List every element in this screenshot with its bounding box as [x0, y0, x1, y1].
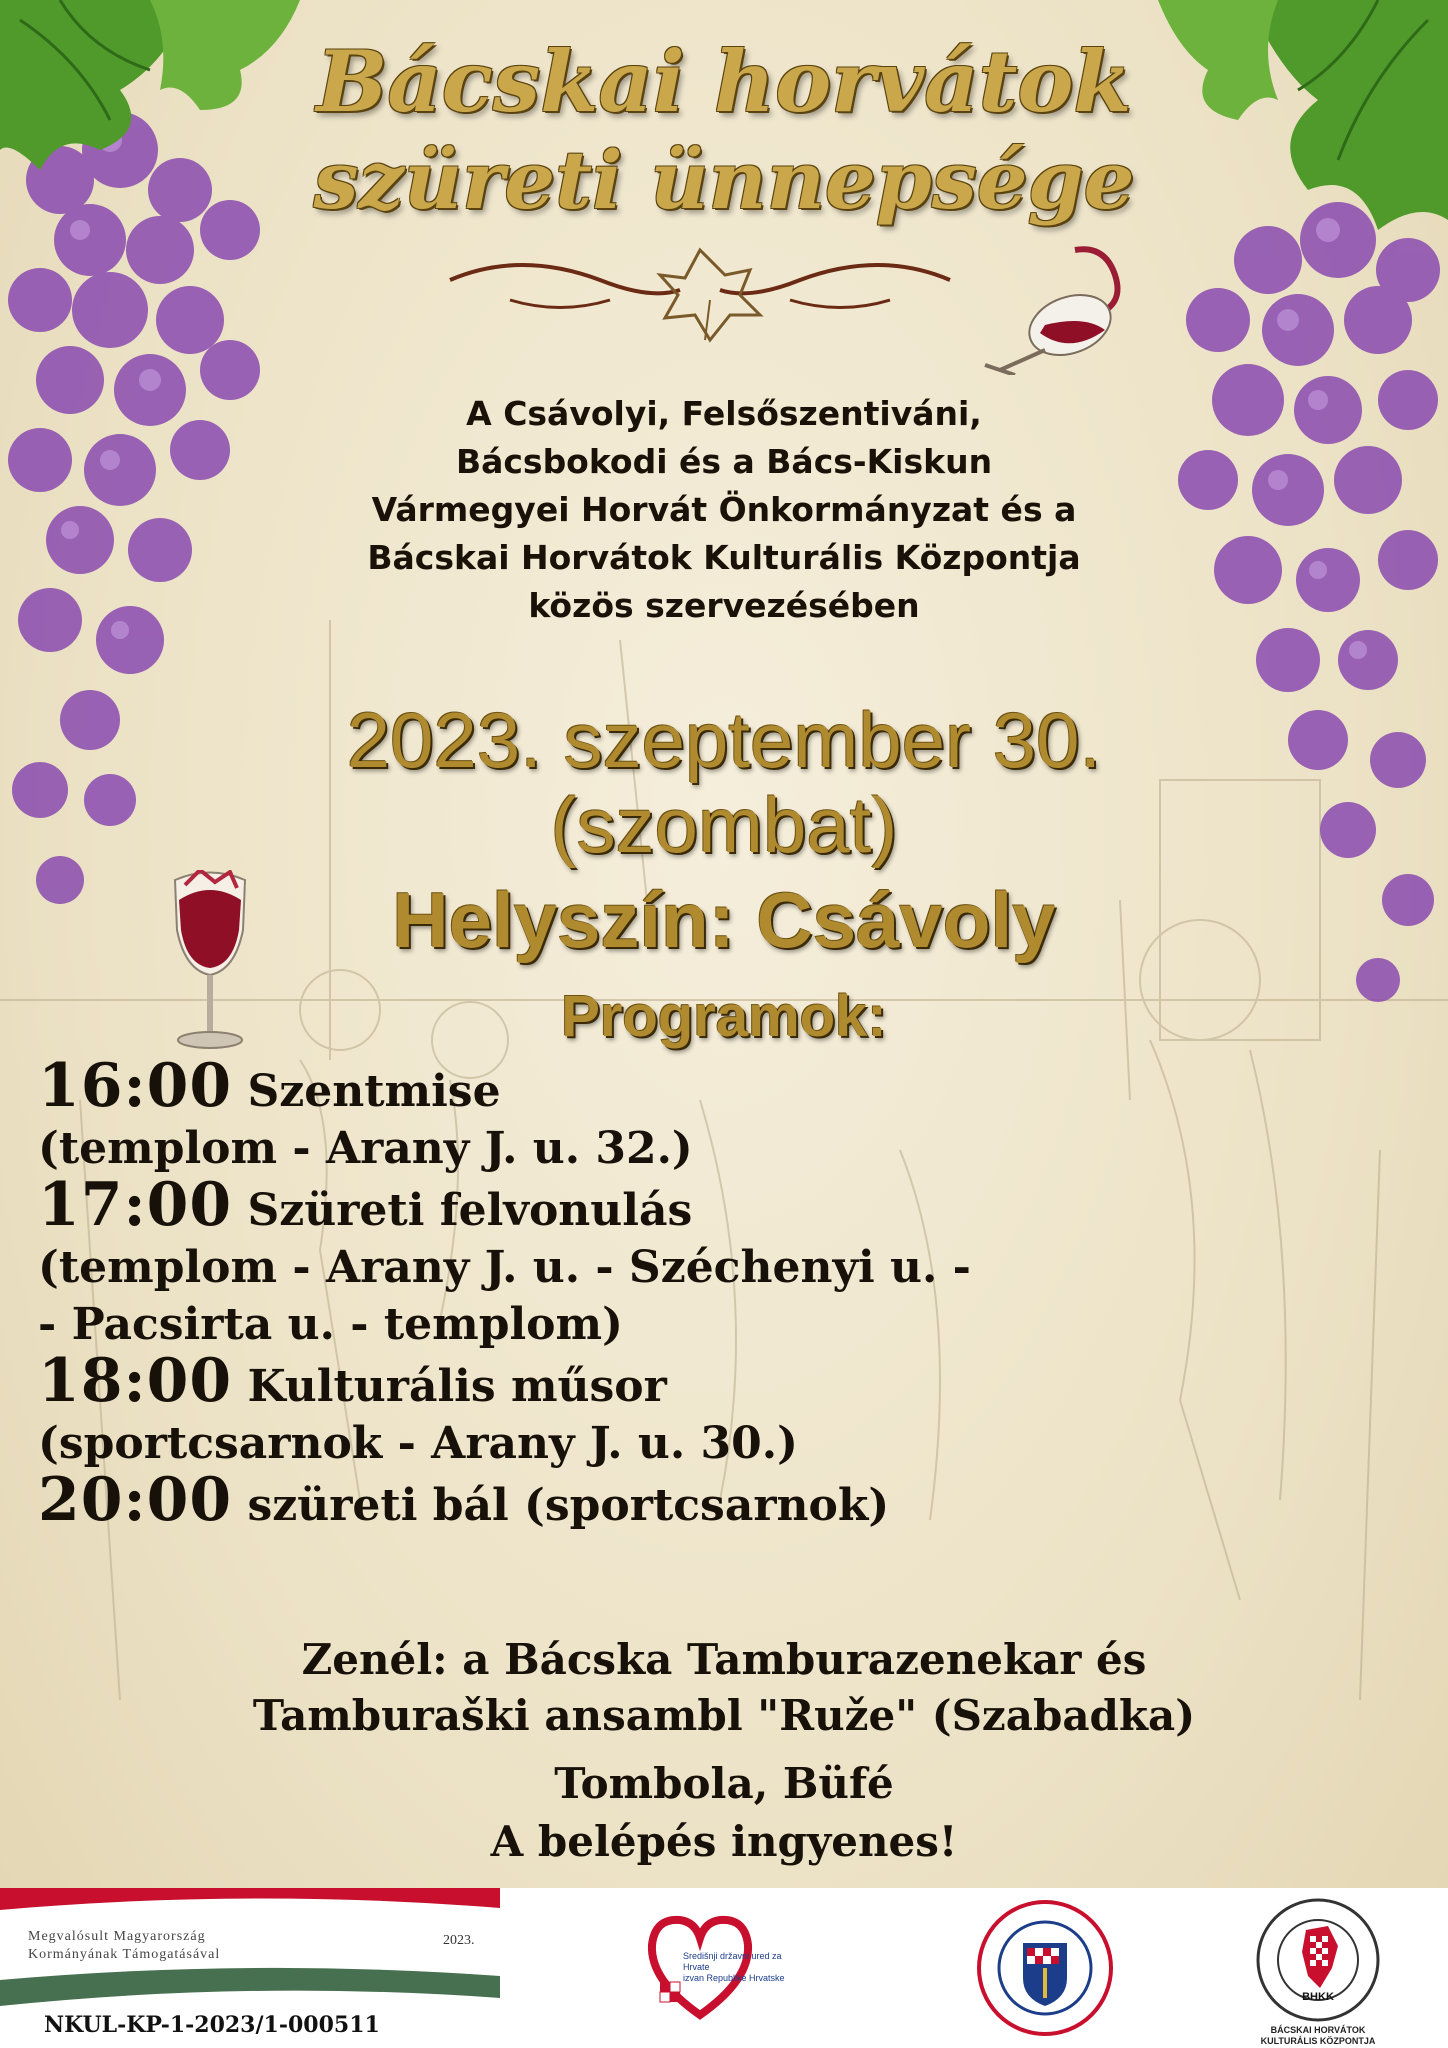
schedule-row — [38, 1465, 1338, 1535]
gov-line-1: Megvalósult Magyarország — [28, 1929, 206, 1944]
schedule-title: szüreti bál (sportcsarnok) — [247, 1480, 890, 1531]
sponsor-footer — [0, 1888, 1448, 2048]
extras-info — [300, 1755, 1148, 1871]
office-line-2: izvan Republike Hrvatske — [683, 1973, 785, 1983]
project-code: NKUL-KP-1-2023/1-000511 — [44, 2012, 380, 2038]
support-year: 2023. — [443, 1933, 475, 1948]
bhkk-abbreviation: BHKK — [1302, 1991, 1334, 2003]
vine-leaf-ornament — [440, 240, 960, 350]
title-line-2: szüreti ünnepsége — [313, 133, 1135, 227]
gov-line-2: Kormányának Támogatásával — [28, 1947, 221, 1962]
organizers-line: A Csávolyi, Felsőszentiváni, — [466, 394, 982, 433]
bhkk-cultural-center-logo — [1248, 1896, 1388, 2024]
schedule-detail: (templom - Arany J. u. - Széchenyi u. - — [38, 1242, 971, 1293]
county-croatian-self-government-seal — [975, 1898, 1115, 2038]
event-venue: Helyszín: Csávoly — [392, 876, 1056, 964]
wine-glass-splash-icon — [975, 245, 1145, 375]
schedule-row — [38, 1346, 1338, 1416]
organizers-text — [200, 390, 1248, 630]
event-date: 2023. szeptember 30. — [346, 696, 1102, 784]
schedule-detail: (sportcsarnok - Arany J. u. 30.) — [38, 1418, 798, 1469]
schedule-row — [38, 1170, 1338, 1240]
croatian-office-text — [683, 1951, 793, 1984]
government-support-text — [28, 1928, 220, 1964]
schedule-title: Szüreti felvonulás — [247, 1185, 693, 1236]
program-schedule — [38, 1051, 1338, 1535]
organizers-line: Bácsbokodi és a Bács-Kiskun — [455, 442, 993, 481]
bhkk-line-1: BÁCSKAI HORVÁTOK — [1270, 2025, 1366, 2035]
schedule-title: Kulturális műsor — [247, 1361, 667, 1412]
government-support-block — [0, 1888, 500, 2048]
event-weekday: (szombat) — [550, 781, 898, 869]
program-heading: Programok: — [561, 984, 887, 1049]
music-line-2: Tamburaški ansambl "Ruže" (Szabadka) — [252, 1691, 1196, 1740]
schedule-time: 18:00 — [38, 1346, 233, 1416]
schedule-title: Szentmise — [247, 1066, 501, 1117]
organizers-line: Vármegyei Horvát Önkormányzat és a — [371, 490, 1077, 529]
music-line-1: Zenél: a Bácska Tamburazenekar és — [301, 1635, 1147, 1684]
music-info — [180, 1632, 1268, 1744]
bhkk-caption — [1238, 2025, 1398, 2047]
organizers-line: Bácskai Horvátok Kulturális Központja — [367, 538, 1081, 577]
organizers-line: közös szervezésében — [528, 586, 920, 625]
wine-glass-icon — [165, 870, 255, 1055]
extras-line-1: Tombola, Büfé — [554, 1759, 894, 1808]
schedule-detail: (templom - Arany J. u. 32.) — [38, 1123, 693, 1174]
vine-leaves-top-right — [1148, 0, 1448, 260]
schedule-time: 20:00 — [38, 1465, 233, 1535]
schedule-time: 16:00 — [38, 1051, 233, 1121]
extras-line-2: A belépés ingyenes! — [490, 1817, 958, 1866]
schedule-row — [38, 1051, 1338, 1121]
bhkk-line-2: KULTURÁLIS KÖZPONTJA — [1260, 2036, 1376, 2046]
office-line-1: Središnji državni ured za Hrvate — [683, 1951, 782, 1972]
schedule-detail: - Pacsirta u. - templom) — [38, 1299, 623, 1350]
title-line-1: Bácskai horvátok — [316, 32, 1132, 131]
schedule-time: 17:00 — [38, 1170, 233, 1240]
